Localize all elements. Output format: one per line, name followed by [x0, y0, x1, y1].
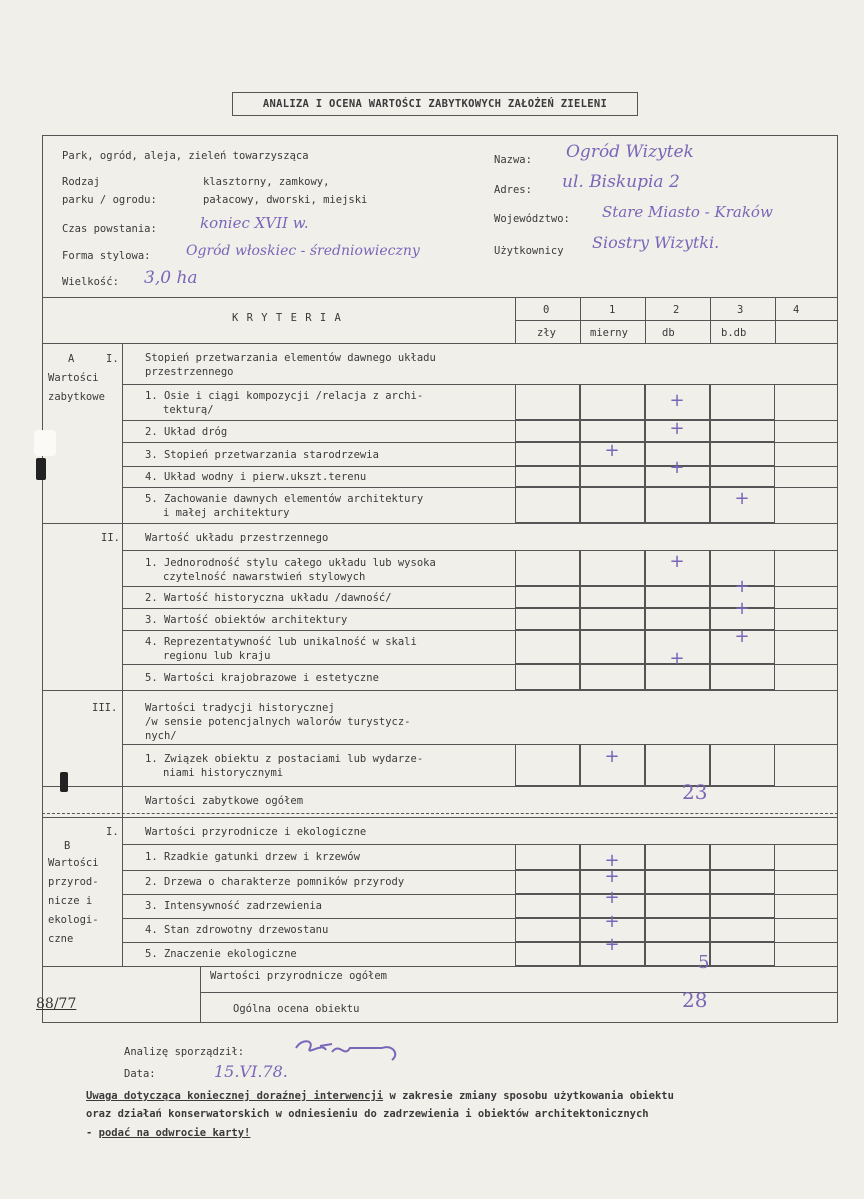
wojewodztwo-label: Województwo: [494, 213, 570, 225]
wojewodztwo-value: Stare Miasto - Kraków [602, 203, 773, 221]
section-a-total-label: Wartości zabytkowe ogółem [145, 795, 304, 807]
score-label-0: zły [537, 327, 556, 339]
score-4: 4 [793, 304, 800, 316]
a3-item-1-score-mark: + [604, 746, 620, 767]
overall-value: 28 [682, 988, 708, 1012]
rodzaj-options-1: klasztorny, zamkowy, [203, 176, 330, 188]
section-b-total-value: 5 [698, 952, 710, 973]
note-line-3: - podać na odwrocie karty! [86, 1127, 251, 1139]
a1-item-2-score-mark: + [669, 418, 685, 439]
rodzaj-label: Rodzaj [62, 176, 100, 188]
score-label-2: db [662, 327, 675, 339]
uzytkownicy-label: Użytkownicy [494, 245, 564, 257]
b-item-4-score-mark: + [604, 911, 620, 932]
score-3: 3 [737, 304, 744, 316]
a1-item-5-score-mark: + [734, 488, 750, 509]
park-label: Park, ogród, aleja, zieleń towarzysząca [62, 150, 309, 162]
a2-item-1-score-mark: + [669, 551, 685, 572]
wielkosc-label: Wielkość: [62, 276, 119, 288]
data-value: 15.VI.78. [214, 1062, 288, 1081]
section-a-total-value: 23 [682, 780, 708, 804]
score-0: 0 [543, 304, 550, 316]
wielkosc-value: 3,0 ha [144, 268, 198, 288]
overall-label: Ogólna ocena obiektu [233, 1003, 360, 1015]
signature [292, 1034, 422, 1066]
score-label-3: b.db [721, 327, 747, 339]
a1-item-3-score-mark: + [604, 440, 620, 461]
side-note: 88/77 [36, 996, 77, 1012]
forma-value: Ogród włoskiec - średniowieczny [186, 243, 420, 259]
forma-label: Forma stylowa: [62, 250, 151, 262]
b-item-3-score-mark: + [604, 887, 620, 908]
score-2: 2 [673, 304, 680, 316]
nazwa-label: Nazwa: [494, 154, 532, 166]
a2-item-2-score-mark: + [734, 576, 750, 597]
document-title: ANALIZA I OCENA WARTOŚCI ZABYTKOWYCH ZAŁOŻEŃ ZIELENI [232, 92, 638, 116]
b-item-5-score-mark: + [604, 934, 620, 955]
score-label-1: mierny [590, 327, 628, 339]
a1-item-4-score-mark: + [669, 457, 685, 478]
a2-item-3-score-mark: + [734, 598, 750, 619]
nazwa-value: Ogród Wizytek [566, 142, 694, 162]
a2-item-4-score-mark: + [734, 626, 750, 647]
uzytkownicy-value: Siostry Wizytki. [592, 233, 720, 252]
a2-item-5-score-mark: + [669, 648, 685, 669]
b-item-1-score-mark: + [604, 850, 620, 871]
kryteria-label: K R Y T E R I A [232, 312, 342, 324]
czas-label: Czas powstania: [62, 223, 157, 235]
adres-value: ul. Biskupia 2 [562, 172, 680, 192]
b-item-2-score-mark: + [604, 866, 620, 887]
adres-label: Adres: [494, 184, 532, 196]
a1-item-1-score-mark: + [669, 390, 685, 411]
czas-value: koniec XVII w. [200, 214, 309, 232]
note-line-2: oraz działań konserwatorskich w odniesieniu do zadrzewienia i obiektów architektonicznych [86, 1108, 649, 1120]
section-b-total-label: Wartości przyrodnicze ogółem [210, 970, 388, 982]
score-1: 1 [609, 304, 616, 316]
rodzaj-options-2: pałacowy, dworski, miejski [203, 194, 368, 206]
analiza-label: Analizę sporządził: [124, 1046, 245, 1058]
note-line-1: Uwaga dotycząca koniecznej doraźnej interwencji w zakresie zmiany sposobu użytkowania obiektu [86, 1090, 674, 1102]
parku-label: parku / ogrodu: [62, 194, 157, 206]
data-label: Data: [124, 1068, 156, 1080]
